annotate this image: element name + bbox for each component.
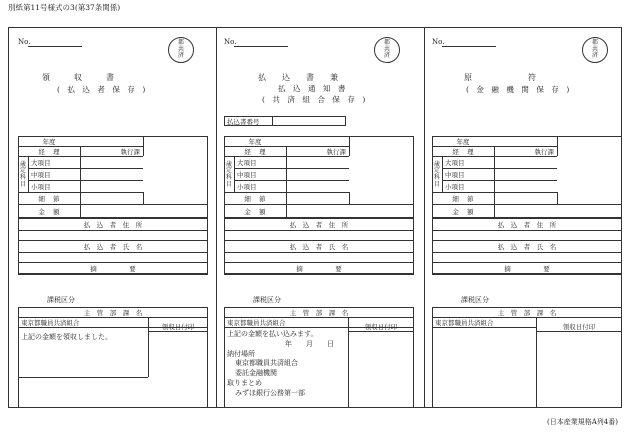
summary-label: 摘 要 — [296, 264, 342, 273]
receipt-subtitle: ( 払 込 者 保 存 ) — [57, 85, 146, 94]
fiscal-year-label: 年度 — [248, 137, 262, 146]
receipt-date-stamp-label: 領収日付印 — [562, 322, 596, 331]
receipt-title: 領 収 書 — [42, 73, 114, 82]
dept-label: 主 管 部 課 名 — [497, 308, 557, 317]
summary-label: 摘 要 — [90, 264, 136, 273]
middle-item-label: 中項目 — [445, 170, 465, 179]
receipt-message: 上記の金額を領収しました。 — [21, 333, 112, 341]
payer-name-label: 払 込 者 氏 名 — [83, 242, 143, 251]
payer-name-label: 払 込 者 氏 名 — [289, 242, 349, 251]
payer-name-label: 払 込 者 氏 名 — [497, 242, 557, 251]
number-line — [234, 46, 288, 47]
payment-message: 上記の金額を払い込みます。 年 月 日 納付場所 東京都職員共済組合 委託金融機関 取りまとめ みずほ銀行公務第一部 — [227, 330, 334, 397]
panel-divider — [424, 27, 425, 408]
receipt-panel — [12, 27, 216, 408]
number-label: No. — [18, 38, 31, 46]
dept-value: 東京都職員共済組合 — [435, 318, 494, 327]
dept-value: 東京都職員共済組合 — [21, 318, 80, 327]
amount-label: 金 額 — [38, 207, 60, 216]
executing-section-label: 執行課 — [326, 147, 346, 156]
payer-address-label: 払 込 者 住 所 — [497, 220, 557, 229]
receipt-date-stamp-label: 領収日付印 — [161, 322, 195, 331]
fiscal-year-label: 年度 — [456, 137, 470, 146]
payer-address-label: 払 込 者 住 所 — [83, 220, 143, 229]
executing-section-label: 執行課 — [120, 147, 140, 156]
paper-size-note: (日本産業規格A列4番) — [547, 418, 618, 426]
budget-category-label: 歳 定 科 目 — [225, 160, 232, 188]
panel-divider — [216, 27, 217, 408]
receipt-date-stamp-label: 領収日付印 — [364, 322, 398, 331]
major-item-label: 大項目 — [31, 158, 51, 167]
budget-category-label: 歳 定 科 目 — [433, 160, 440, 188]
minor-item-label: 小項目 — [31, 182, 51, 191]
summary-label: 摘 要 — [504, 264, 550, 273]
form-number-note: 別紙第11号様式の3(第37条関係) — [8, 3, 121, 12]
dept-label: 主 管 部 課 名 — [83, 308, 143, 317]
number-line — [442, 46, 496, 47]
number-label: No. — [224, 38, 237, 46]
number-line — [28, 46, 82, 47]
payment-number-label: 払込書番号 — [227, 117, 260, 126]
tax-category-label: 課税区分 — [461, 296, 489, 304]
number-label: No. — [432, 38, 445, 46]
executing-section-label: 執行課 — [534, 147, 554, 156]
middle-item-label: 中項目 — [31, 170, 51, 179]
payment-subtitle-2: ( 共 済 組 合 保 存 ) — [262, 95, 366, 104]
payment-notice-panel — [218, 27, 422, 408]
major-item-label: 大項目 — [445, 158, 465, 167]
middle-item-label: 中項目 — [237, 170, 257, 179]
accounting-label: 経 理 — [38, 147, 60, 156]
subsection-label: 細 節 — [452, 194, 474, 203]
tax-category-label: 課税区分 — [47, 296, 75, 304]
payer-address-label: 払 込 者 住 所 — [289, 220, 349, 229]
dept-value: 東京都職員共済組合 — [227, 318, 286, 327]
payment-title: 払 込 書 兼 — [258, 73, 338, 82]
payment-subtitle: 払 込 通 知 書 — [278, 84, 346, 93]
subsection-label: 細 節 — [38, 194, 60, 203]
seal-stamp: 都 共 済 — [168, 37, 194, 63]
major-item-label: 大項目 — [237, 158, 257, 167]
tax-category-label: 課税区分 — [253, 296, 281, 304]
subsection-label: 細 節 — [244, 194, 266, 203]
dept-label: 主 管 部 課 名 — [289, 308, 349, 317]
fiscal-year-label: 年度 — [42, 137, 56, 146]
amount-label: 金 額 — [244, 207, 266, 216]
stub-panel — [426, 27, 630, 408]
budget-category-label: 歳 定 科 目 — [19, 160, 26, 188]
minor-item-label: 小項目 — [237, 182, 257, 191]
stub-title: 原 符 — [464, 73, 536, 82]
seal-stamp: 都 共 済 — [374, 37, 400, 63]
seal-stamp: 都 共 済 — [582, 37, 608, 63]
accounting-label: 経 理 — [452, 147, 474, 156]
amount-label: 金 額 — [452, 207, 474, 216]
stub-subtitle: ( 金 融 機 関 保 存 ) — [466, 85, 570, 94]
accounting-label: 経 理 — [244, 147, 266, 156]
minor-item-label: 小項目 — [445, 182, 465, 191]
